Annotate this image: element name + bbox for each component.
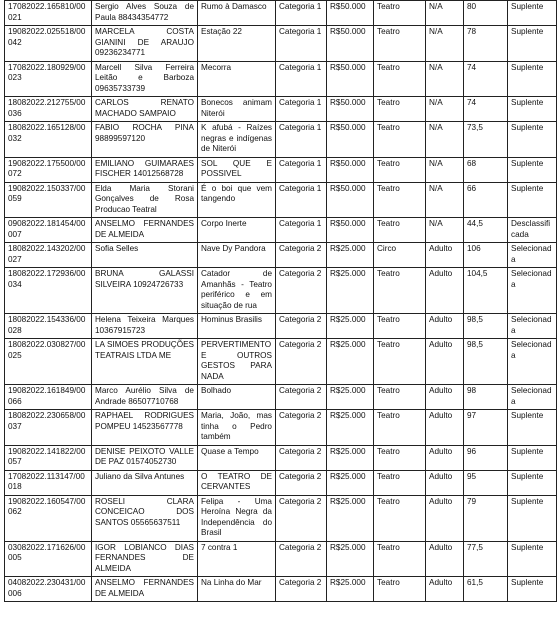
age-rating-cell: N/A [426,182,464,218]
registration-id-cell: 19082022.025518/00042 [5,26,92,62]
value-cell: R$50.000 [327,182,374,218]
table-row [5,268,557,314]
value-cell: R$25.000 [327,243,374,268]
proponent-cell: ANSELMO FERNANDES DE ALMEIDA [92,218,198,243]
registration-id-cell: 18082022.030827/00025 [5,339,92,385]
registration-id-cell: 03082022.171626/00005 [5,541,92,577]
category-cell: Categoria 1 [276,26,327,62]
score-cell: 98,5 [464,314,508,339]
score-cell: 73,5 [464,122,508,158]
status-cell: Suplente [508,495,557,541]
status-cell: Suplente [508,445,557,470]
value-cell: R$50.000 [327,1,374,26]
table-row [5,157,557,182]
age-rating-cell: N/A [426,122,464,158]
table-row [5,218,557,243]
results-table [4,0,557,602]
project-title-cell: PERVERTIMENTO E OUTROS GESTOS PARA NADA [198,339,276,385]
project-title-cell: Corpo Inerte [198,218,276,243]
table-row [5,470,557,495]
area-cell: Teatro [374,541,426,577]
project-title-cell: Rumo à Damasco [198,1,276,26]
score-cell: 44,5 [464,218,508,243]
status-cell: Suplente [508,157,557,182]
score-cell: 96 [464,445,508,470]
value-cell: R$25.000 [327,385,374,410]
table-row [5,61,557,97]
score-cell: 74 [464,97,508,122]
proponent-cell: Sofia Selles [92,243,198,268]
status-cell: Suplente [508,410,557,446]
table-row [5,314,557,339]
value-cell: R$25.000 [327,268,374,314]
project-title-cell: Nave Dy Pandora [198,243,276,268]
registration-id-cell: 17082022.165810/00021 [5,1,92,26]
age-rating-cell: N/A [426,97,464,122]
age-rating-cell: N/A [426,26,464,62]
area-cell: Teatro [374,495,426,541]
area-cell: Teatro [374,122,426,158]
score-cell: 98 [464,385,508,410]
proponent-cell: Marcell Silva Ferreira Leitão e Barboza 09635733739 [92,61,198,97]
score-cell: 77,5 [464,541,508,577]
area-cell: Teatro [374,314,426,339]
proponent-cell: FABIO ROCHA PINA 98899597120 [92,122,198,158]
project-title-cell: Mecorra [198,61,276,97]
age-rating-cell: N/A [426,61,464,97]
table-row [5,243,557,268]
area-cell: Teatro [374,339,426,385]
value-cell: R$25.000 [327,314,374,339]
table-row [5,26,557,62]
age-rating-cell: Adulto [426,268,464,314]
area-cell: Teatro [374,182,426,218]
project-title-cell: Hominus Brasilis [198,314,276,339]
proponent-cell: LA SIMOES PRODUÇÕES TEATRAIS LTDA ME [92,339,198,385]
table-row [5,97,557,122]
category-cell: Categoria 2 [276,470,327,495]
score-cell: 66 [464,182,508,218]
project-title-cell: SOL QUE E POSSIVEL [198,157,276,182]
project-title-cell: Quase a Tempo [198,445,276,470]
area-cell: Circo [374,243,426,268]
proponent-cell: RAPHAEL RODRIGUES POMPEU 14523567778 [92,410,198,446]
status-cell: Selecionada [508,243,557,268]
value-cell: R$25.000 [327,339,374,385]
table-row [5,385,557,410]
status-cell: Selecionada [508,268,557,314]
value-cell: R$25.000 [327,495,374,541]
value-cell: R$50.000 [327,97,374,122]
category-cell: Categoria 1 [276,182,327,218]
area-cell: Teatro [374,268,426,314]
registration-id-cell: 17082022.113147/00018 [5,470,92,495]
area-cell: Teatro [374,61,426,97]
area-cell: Teatro [374,410,426,446]
area-cell: Teatro [374,157,426,182]
value-cell: R$50.000 [327,26,374,62]
score-cell: 98,5 [464,339,508,385]
table-row [5,122,557,158]
project-title-cell: Estação 22 [198,26,276,62]
status-cell: Suplente [508,97,557,122]
value-cell: R$50.000 [327,218,374,243]
status-cell: Suplente [508,470,557,495]
project-title-cell: 7 contra 1 [198,541,276,577]
project-title-cell: Catador de Amanhãs - Teatro periférico e em situação de rua [198,268,276,314]
proponent-cell: DENISE PEIXOTO VALLE DE PAZ 01574052730 [92,445,198,470]
registration-id-cell: 19082022.175500/00072 [5,157,92,182]
results-table-body [5,1,557,602]
value-cell: R$25.000 [327,445,374,470]
project-title-cell: Maria, João, mas tinha o Pedro também [198,410,276,446]
category-cell: Categoria 2 [276,385,327,410]
score-cell: 78 [464,26,508,62]
category-cell: Categoria 2 [276,410,327,446]
area-cell: Teatro [374,445,426,470]
project-title-cell: É o boi que vem tangendo [198,182,276,218]
category-cell: Categoria 1 [276,122,327,158]
proponent-cell: EMILIANO GUIMARAES FISCHER 14012568728 [92,157,198,182]
category-cell: Categoria 1 [276,218,327,243]
age-rating-cell: Adulto [426,495,464,541]
proponent-cell: ROSELI CLARA CONCEICAO DOS SANTOS 05565637511 [92,495,198,541]
category-cell: Categoria 2 [276,541,327,577]
area-cell: Teatro [374,97,426,122]
age-rating-cell: N/A [426,157,464,182]
age-rating-cell: Adulto [426,445,464,470]
status-cell: Desclassificada [508,218,557,243]
age-rating-cell: Adulto [426,470,464,495]
proponent-cell: IGOR LOBIANCO DIAS FERNANDES DE ALMEIDA [92,541,198,577]
proponent-cell: Helena Teixeira Marques 10367915723 [92,314,198,339]
table-row [5,445,557,470]
registration-id-cell: 09082022.181454/00007 [5,218,92,243]
status-cell: Selecionada [508,339,557,385]
score-cell: 61,5 [464,577,508,602]
proponent-cell: Marco Aurélio Silva de Andrade 86507710768 [92,385,198,410]
value-cell: R$25.000 [327,410,374,446]
score-cell: 97 [464,410,508,446]
category-cell: Categoria 2 [276,314,327,339]
registration-id-cell: 18082022.154336/00028 [5,314,92,339]
proponent-cell: CARLOS RENATO MACHADO SAMPAIO [92,97,198,122]
table-row [5,339,557,385]
score-cell: 79 [464,495,508,541]
score-cell: 68 [464,157,508,182]
area-cell: Teatro [374,218,426,243]
score-cell: 80 [464,1,508,26]
status-cell: Suplente [508,182,557,218]
score-cell: 95 [464,470,508,495]
area-cell: Teatro [374,385,426,410]
registration-id-cell: 19082022.150337/00059 [5,182,92,218]
project-title-cell: O TEATRO DE CERVANTES [198,470,276,495]
results-document [4,0,556,602]
category-cell: Categoria 2 [276,243,327,268]
status-cell: Suplente [508,61,557,97]
category-cell: Categoria 2 [276,339,327,385]
table-row [5,495,557,541]
category-cell: Categoria 2 [276,577,327,602]
table-row [5,577,557,602]
age-rating-cell: Adulto [426,385,464,410]
age-rating-cell: Adulto [426,410,464,446]
project-title-cell: Bonecos animam Niterói [198,97,276,122]
value-cell: R$25.000 [327,470,374,495]
registration-id-cell: 04082022.230431/00006 [5,577,92,602]
area-cell: Teatro [374,577,426,602]
proponent-cell: ANSELMO FERNANDES DE ALMEIDA [92,577,198,602]
category-cell: Categoria 1 [276,157,327,182]
score-cell: 106 [464,243,508,268]
status-cell: Selecionada [508,385,557,410]
age-rating-cell: N/A [426,1,464,26]
age-rating-cell: N/A [426,218,464,243]
registration-id-cell: 18082022.143202/00027 [5,243,92,268]
proponent-cell: Elda Maria Storani Gonçalves de Rosa Producao Teatral [92,182,198,218]
table-row [5,410,557,446]
project-title-cell: Na Linha do Mar [198,577,276,602]
registration-id-cell: 18082022.172936/00034 [5,268,92,314]
registration-id-cell: 19082022.160547/00062 [5,495,92,541]
category-cell: Categoria 1 [276,61,327,97]
registration-id-cell: 18082022.230658/00037 [5,410,92,446]
category-cell: Categoria 2 [276,495,327,541]
table-row [5,182,557,218]
status-cell: Suplente [508,577,557,602]
age-rating-cell: Adulto [426,577,464,602]
category-cell: Categoria 2 [276,268,327,314]
category-cell: Categoria 1 [276,97,327,122]
value-cell: R$50.000 [327,122,374,158]
category-cell: Categoria 2 [276,445,327,470]
registration-id-cell: 18082022.165128/00032 [5,122,92,158]
value-cell: R$25.000 [327,577,374,602]
project-title-cell: Bolhado [198,385,276,410]
proponent-cell: MARCELA COSTA GIANINI DE ARAUJO 09236234771 [92,26,198,62]
age-rating-cell: Adulto [426,339,464,385]
status-cell: Selecionada [508,314,557,339]
score-cell: 104,5 [464,268,508,314]
age-rating-cell: Adulto [426,314,464,339]
status-cell: Suplente [508,26,557,62]
registration-id-cell: 19082022.141822/00057 [5,445,92,470]
proponent-cell: BRUNA GALASSI SILVEIRA 10924726733 [92,268,198,314]
project-title-cell: Felipa - Uma Heroína Negra da Independência do Brasil [198,495,276,541]
status-cell: Suplente [508,122,557,158]
score-cell: 74 [464,61,508,97]
value-cell: R$50.000 [327,61,374,97]
table-row [5,1,557,26]
registration-id-cell: 18082022.212755/00036 [5,97,92,122]
status-cell: Suplente [508,541,557,577]
age-rating-cell: Adulto [426,541,464,577]
table-row [5,541,557,577]
age-rating-cell: Adulto [426,243,464,268]
value-cell: R$25.000 [327,541,374,577]
registration-id-cell: 17082022.180929/00023 [5,61,92,97]
project-title-cell: K afubá - Raízes negras e indígenas de Niterói [198,122,276,158]
area-cell: Teatro [374,470,426,495]
area-cell: Teatro [374,26,426,62]
status-cell: Suplente [508,1,557,26]
area-cell: Teatro [374,1,426,26]
value-cell: R$50.000 [327,157,374,182]
proponent-cell: Sergio Alves Souza de Paula 88434354772 [92,1,198,26]
proponent-cell: Juliano da Silva Antunes [92,470,198,495]
registration-id-cell: 19082022.161849/00066 [5,385,92,410]
category-cell: Categoria 1 [276,1,327,26]
